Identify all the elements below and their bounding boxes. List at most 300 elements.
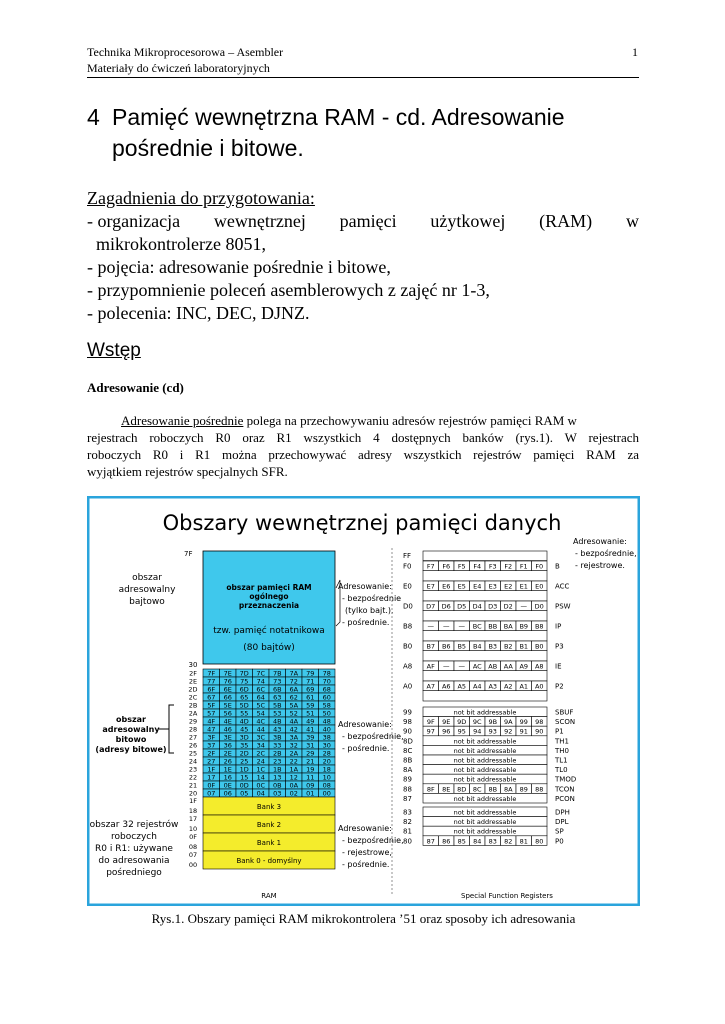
bit-address: 0A <box>289 781 299 790</box>
sfr-bit-address: 90 <box>535 727 544 736</box>
bank-address: 10 <box>188 825 198 833</box>
sfr-bit-address: AF <box>426 662 435 671</box>
row-address: 2D <box>188 685 198 694</box>
ram-label: RAM <box>261 892 277 900</box>
row-address: 28 <box>188 725 198 734</box>
bit-address: 1D <box>239 765 249 774</box>
register-banks <box>189 797 335 869</box>
bit-address: 6D <box>239 685 249 694</box>
bit-address: 12 <box>289 773 298 782</box>
figure-title: Obszary wewnętrznej pamięci danych <box>162 511 562 535</box>
bit-address: 22 <box>289 757 298 766</box>
bit-address: 42 <box>289 725 298 734</box>
sfr-cell <box>423 571 547 581</box>
sfr-address: B0 <box>403 642 413 651</box>
bit-address: 78 <box>322 669 331 678</box>
bit-address: 71 <box>306 677 315 686</box>
bit-address: 7A <box>289 669 299 678</box>
sfr-bit-address: 8C <box>472 785 482 794</box>
sfr-bit-address: D2 <box>503 602 513 611</box>
bit-address: 4B <box>272 717 282 726</box>
sfr-address: 8D <box>403 737 413 746</box>
sfr-note: not bit addressable <box>453 746 517 755</box>
sfr-bit-address: B1 <box>519 642 529 651</box>
sfr-note: not bit addressable <box>453 794 517 803</box>
sfr-address: 99 <box>403 708 412 717</box>
bank-address: 17 <box>188 815 198 823</box>
sfr-note: not bit addressable <box>453 766 517 775</box>
scratchpad-label: tzw. pamięć notatnikowa <box>213 626 325 636</box>
sfr-cell <box>423 631 547 641</box>
sfr-address: 8C <box>403 746 413 755</box>
bit-address: 62 <box>289 693 298 702</box>
sfr-bit-address: A2 <box>503 682 513 691</box>
header-line-2: Materiały do ćwiczeń laboratoryjnych <box>87 61 270 75</box>
sfr-bit-address: A0 <box>534 682 544 691</box>
bit-address: 3F <box>207 733 216 742</box>
sfr-bit-address: AB <box>488 662 498 671</box>
sfr-bit-address: 87 <box>426 837 435 846</box>
sfr-name: P3 <box>555 642 564 651</box>
word: wewnętrznej <box>213 211 306 231</box>
bank-address: 07 <box>188 851 198 859</box>
bit-address: 0C <box>256 781 266 790</box>
sfr-name: P2 <box>555 682 564 691</box>
bit-address: 4A <box>289 717 299 726</box>
bank-label: Bank 1 <box>256 839 282 847</box>
sfr-bit-address: E6 <box>442 582 451 591</box>
sfr-bit-address: E0 <box>535 582 544 591</box>
bit-address: 48 <box>322 717 331 726</box>
sfr-bit-address: 9F <box>426 718 435 727</box>
bit-address: 43 <box>273 725 282 734</box>
sfr-bit-address: 98 <box>535 718 544 727</box>
prep-item-3: - przypomnienie poleceń asemblerowych z zajęć nr 1-3, <box>87 280 490 300</box>
sfr-bit-address: F2 <box>504 562 513 571</box>
sfr-name: PCON <box>555 794 575 803</box>
bit-address: 23 <box>273 757 282 766</box>
bit-address: 6E <box>223 685 232 694</box>
bit-address: 3D <box>239 733 249 742</box>
bit-address: 09 <box>306 781 315 790</box>
label-line: do adresowania <box>98 856 170 866</box>
bit-address: 44 <box>256 725 265 734</box>
sfr-name: P0 <box>555 837 564 846</box>
sfr-bit-address: D5 <box>457 602 467 611</box>
sfr-address: 82 <box>403 818 412 827</box>
bit-address: 2D <box>239 749 249 758</box>
bit-address: 68 <box>322 685 331 694</box>
bit-address: 08 <box>322 781 331 790</box>
label-line: bitowo <box>115 735 147 744</box>
sfr-address: D0 <box>403 602 413 611</box>
row-address: 23 <box>188 765 198 774</box>
bit-address: 67 <box>207 693 216 702</box>
sfr-name: TL0 <box>555 766 568 775</box>
subheading: Adresowanie (cd) <box>87 380 184 395</box>
bit-address: 5D <box>239 701 249 710</box>
bit-address: 0B <box>272 781 282 790</box>
sfr-address: B8 <box>403 622 413 631</box>
sfr-address: 88 <box>403 785 412 794</box>
bit-address: 15 <box>240 773 249 782</box>
bit-address: 50 <box>322 709 331 718</box>
word: w <box>625 211 639 231</box>
chapter-number: 4 <box>87 104 100 130</box>
bit-address: 18 <box>322 765 331 774</box>
sfr-bit-address: 91 <box>519 727 528 736</box>
bank-address: 0F <box>189 833 197 841</box>
bit-address: 51 <box>306 709 315 718</box>
prep-item-1 <box>87 210 639 233</box>
para-line-2: rejestrach roboczych R0 oraz R1 wszystkich 4 dostępnych banków (rys.1). W rejestrach <box>87 430 639 445</box>
sfr-bit-address: 8E <box>442 785 451 794</box>
sfr-name: TL1 <box>555 756 568 765</box>
bit-address: 11 <box>306 773 315 782</box>
sfr-bit-address: 8A <box>503 785 513 794</box>
label-line: - bezpośrednie, <box>342 732 404 741</box>
word: pamięci <box>339 211 397 231</box>
sfr-bit-address: A8 <box>534 662 544 671</box>
bit-address: 39 <box>306 733 315 742</box>
row-address: 2B <box>188 701 198 710</box>
sfr-bit-address: D0 <box>534 602 544 611</box>
bit-address: 58 <box>322 701 331 710</box>
bit-address: 3A <box>289 733 299 742</box>
bit-address: 77 <box>207 677 216 686</box>
bit-address: 35 <box>240 741 249 750</box>
chapter-title-line-2: pośrednie i bitowe. <box>112 135 304 161</box>
sfr-name: TMOD <box>555 775 577 784</box>
sfr-address: 98 <box>403 718 412 727</box>
sfr-bit-address: — <box>443 622 450 631</box>
sfr-bit-address: — <box>520 602 527 611</box>
bit-address: 5B <box>272 701 282 710</box>
bit-address: 2A <box>289 749 299 758</box>
bit-address: 46 <box>223 725 232 734</box>
sfr-cell <box>423 551 547 561</box>
sfr-bit-address: D3 <box>488 602 498 611</box>
bit-address: 2B <box>272 749 282 758</box>
bit-address: 69 <box>306 685 315 694</box>
sfr-bit-address: D7 <box>426 602 436 611</box>
bit-address: 20 <box>322 757 331 766</box>
bit-address: 79 <box>306 669 315 678</box>
sfr-name: DPL <box>555 818 569 827</box>
bit-address: 0F <box>207 781 216 790</box>
bit-address: 4F <box>207 717 216 726</box>
prep-item-4: - polecenia: INC, DEC, DJNZ. <box>87 303 310 323</box>
sfr-bit-address: 9B <box>488 718 498 727</box>
sfr-note: not bit addressable <box>453 818 517 827</box>
bank-address: 18 <box>188 807 198 815</box>
bit-address: 40 <box>322 725 331 734</box>
bit-address: 0E <box>223 781 232 790</box>
sfr-bit-address: 83 <box>488 837 497 846</box>
bit-address: 55 <box>240 709 249 718</box>
bit-address: 0D <box>239 781 249 790</box>
sfr-address: F0 <box>403 562 412 571</box>
sfr-bit-address: 84 <box>473 837 482 846</box>
sfr-bit-address: B0 <box>534 642 544 651</box>
addr-30: 30 <box>188 661 198 669</box>
label-line: - pośrednie. <box>342 860 390 869</box>
bit-address: 4E <box>223 717 232 726</box>
sfr-bit-address: F6 <box>442 562 451 571</box>
bit-address: 31 <box>306 741 315 750</box>
bit-address: 25 <box>240 757 249 766</box>
sfr-bit-address: E4 <box>473 582 482 591</box>
sfr-bit-address: 96 <box>442 727 451 736</box>
bit-address: 45 <box>240 725 249 734</box>
label-line: adresowalny <box>102 725 160 734</box>
bit-address: 14 <box>256 773 265 782</box>
row-address: 29 <box>188 717 198 726</box>
bit-address: 53 <box>273 709 282 718</box>
sfr-bit-address: A4 <box>472 682 482 691</box>
bit-address: 76 <box>223 677 232 686</box>
bit-address: 7F <box>207 669 216 678</box>
word: - organizacja <box>87 211 181 231</box>
bit-address: 7B <box>272 669 282 678</box>
sfr-bit-address: 8B <box>488 785 498 794</box>
bit-address: 70 <box>322 677 331 686</box>
addr-7f: 7F <box>184 550 193 558</box>
sfr-cell <box>423 691 547 701</box>
section-heading: Wstęp <box>87 340 141 361</box>
sfr-name: TCON <box>555 785 575 794</box>
bit-address: 2C <box>256 749 266 758</box>
sfr-bit-address: BC <box>472 622 482 631</box>
sfr-bit-address: 94 <box>473 727 482 736</box>
sfr-bit-address: 9C <box>472 718 482 727</box>
bit-address: 13 <box>273 773 282 782</box>
bit-address: 1B <box>272 765 282 774</box>
sfr-bit-address: B3 <box>488 642 498 651</box>
row-address: 26 <box>188 741 198 750</box>
sfr-bit-address: 81 <box>519 837 528 846</box>
bit-address: 29 <box>306 749 315 758</box>
sfr-bit-address: E3 <box>488 582 497 591</box>
bit-addressable-grid <box>188 669 335 798</box>
sfr-bit-address: 97 <box>426 727 435 736</box>
label-line: roboczych <box>111 832 157 842</box>
sfr-bit-address: B8 <box>534 622 544 631</box>
sfr-name: ACC <box>555 582 570 591</box>
sfr-bit-address: AA <box>503 662 513 671</box>
row-address: 2F <box>189 669 197 678</box>
row-address: 20 <box>188 789 198 798</box>
bit-address: 4D <box>239 717 249 726</box>
bit-address: 49 <box>306 717 315 726</box>
sfr-bit-address: D4 <box>472 602 482 611</box>
sfr-bit-address: A9 <box>519 662 529 671</box>
sfr-bit-address: E2 <box>504 582 513 591</box>
label-line: - rejestrowe. <box>575 561 625 570</box>
bit-address: 2F <box>207 749 216 758</box>
row-address: 24 <box>188 757 198 766</box>
bit-address: 21 <box>306 757 315 766</box>
label-line: - bezpośrednie, <box>575 549 637 558</box>
sfr-bit-address: 86 <box>442 837 451 846</box>
bit-address: 03 <box>273 789 282 798</box>
label-line: Adresowanie: <box>338 824 392 833</box>
sfr-note: not bit addressable <box>453 756 517 765</box>
sfr-address: A8 <box>403 662 413 671</box>
sfr-bit-address: B5 <box>457 642 467 651</box>
bank-label: Bank 0 - domyślny <box>236 857 302 865</box>
sfr-bit-address: 93 <box>488 727 497 736</box>
bit-address: 66 <box>223 693 232 702</box>
label-line: R0 i R1: używane <box>95 844 173 854</box>
sfr-bit-address: 8F <box>426 785 435 794</box>
sfr-cell <box>423 591 547 601</box>
bit-address: 7E <box>223 669 232 678</box>
label-line: Adresowanie: <box>338 582 392 591</box>
sfr-cell <box>423 611 547 621</box>
sfr-bit-address: E7 <box>426 582 435 591</box>
sfr-note: not bit addressable <box>453 827 517 836</box>
label-line: obszar <box>132 573 162 583</box>
row-address: 25 <box>188 749 198 758</box>
bit-address: 34 <box>256 741 265 750</box>
sfr-bit-address: A7 <box>426 682 436 691</box>
bit-address: 3E <box>223 733 232 742</box>
sfr-bit-address: F3 <box>488 562 497 571</box>
sfr-note: not bit addressable <box>453 737 517 746</box>
sfr-bit-address: A3 <box>488 682 498 691</box>
bit-address: 4C <box>256 717 266 726</box>
label-line: bajtowo <box>129 597 165 607</box>
sfr-bit-address: BA <box>503 622 513 631</box>
row-address: 21 <box>188 781 198 790</box>
sfr-bit-address: AC <box>472 662 482 671</box>
sfr-bit-address: A6 <box>441 682 451 691</box>
bit-address: 6C <box>256 685 266 694</box>
bit-address: 61 <box>306 693 315 702</box>
bit-address: 6A <box>289 685 299 694</box>
bit-address: 59 <box>306 701 315 710</box>
bit-address: 01 <box>306 789 315 798</box>
sfr-address: 8A <box>403 766 413 775</box>
bit-address: 41 <box>306 725 315 734</box>
bit-address: 65 <box>240 693 249 702</box>
bit-address: 5E <box>223 701 232 710</box>
sfr-bit-address: A5 <box>457 682 467 691</box>
sfr-bit-address: F0 <box>535 562 544 571</box>
bank-address: 1F <box>189 797 197 805</box>
sfr-bit-address: B7 <box>426 642 436 651</box>
bit-address: 10 <box>322 773 331 782</box>
sfr-note: not bit addressable <box>453 775 517 784</box>
sfr-name: TH0 <box>555 746 569 755</box>
bank-address: 08 <box>188 843 198 851</box>
label-line: - bezpośrednie <box>342 594 402 603</box>
label-line: Adresowanie: <box>573 537 627 546</box>
label-line: obszar <box>116 715 146 724</box>
row-address: 2A <box>188 709 198 718</box>
bit-address: 00 <box>322 789 331 798</box>
label-line: - rejestrowe, <box>342 848 392 857</box>
bit-address: 60 <box>322 693 331 702</box>
sfr-bit-address: E1 <box>519 582 528 591</box>
bit-address: 05 <box>240 789 249 798</box>
bit-address: 24 <box>256 757 265 766</box>
bit-address: 6F <box>207 685 216 694</box>
bank-address: 00 <box>188 861 198 869</box>
bit-address: 1A <box>289 765 299 774</box>
sfr-address: 87 <box>403 794 412 803</box>
sfr-bit-address: B6 <box>441 642 451 651</box>
bit-address: 3B <box>272 733 282 742</box>
sfr-address: 80 <box>403 837 412 846</box>
sfr-name: IE <box>555 662 562 671</box>
sfr-address: A0 <box>403 682 413 691</box>
bit-address: 57 <box>207 709 216 718</box>
bit-address: 38 <box>322 733 331 742</box>
label-line: - bezpośrednie, <box>342 836 404 845</box>
para-term: Adresowanie pośrednie <box>121 413 244 428</box>
bank-label: Bank 3 <box>256 803 282 811</box>
sfr-bit-address: 95 <box>457 727 466 736</box>
bit-address: 1C <box>256 765 266 774</box>
sfr-address: 83 <box>403 808 412 817</box>
bit-address: 75 <box>240 677 249 686</box>
page-number: 1 <box>632 45 638 59</box>
sfr-note: not bit addressable <box>453 708 517 717</box>
prep-heading: Zagadnienia do przygotowania: <box>87 188 315 208</box>
bit-address: 16 <box>223 773 232 782</box>
label-line: adresowalny <box>118 585 176 595</box>
bit-address: 30 <box>322 741 331 750</box>
sfr-cell <box>423 671 547 681</box>
sfr-bit-address: 9E <box>442 718 451 727</box>
bit-address: 47 <box>207 725 216 734</box>
sfr-bit-address: F5 <box>457 562 466 571</box>
label-line: (tylko bajt.), <box>345 606 394 615</box>
bit-address: 2E <box>223 749 232 758</box>
bit-address: 1E <box>223 765 232 774</box>
label-line: Adresowanie: <box>338 720 392 729</box>
sfr-bit-address: 8D <box>457 785 467 794</box>
bit-address: 28 <box>322 749 331 758</box>
sfr-note: not bit addressable <box>453 808 517 817</box>
sfr-bit-address: — <box>458 622 465 631</box>
chapter-title-line-1: Pamięć wewnętrzna RAM - cd. Adresowanie <box>112 104 565 130</box>
bit-address: 64 <box>256 693 265 702</box>
para-line-1 <box>121 412 639 430</box>
bit-address: 3C <box>256 733 266 742</box>
bit-address: 52 <box>289 709 298 718</box>
sfr-bit-address: 92 <box>504 727 513 736</box>
sfr-name: SP <box>555 827 564 836</box>
bit-address: 07 <box>207 789 216 798</box>
sfr-name: B <box>555 562 560 571</box>
label-line: (adresy bitowe) <box>95 745 167 754</box>
bit-address: 33 <box>273 741 282 750</box>
ram-diagram <box>87 496 640 906</box>
sfr-bit-address: E5 <box>457 582 466 591</box>
sfr-cell <box>423 651 547 661</box>
label-line: ogólnego <box>249 592 289 601</box>
row-address: 2C <box>188 693 198 702</box>
bit-address: 36 <box>223 741 232 750</box>
sfr-bit-address: 88 <box>535 785 544 794</box>
sfr-label: Special Function Registers <box>461 892 553 900</box>
sfr-bit-address: D6 <box>441 602 451 611</box>
label-line: obszar pamięci RAM <box>226 583 312 592</box>
word: (RAM) <box>539 211 593 231</box>
